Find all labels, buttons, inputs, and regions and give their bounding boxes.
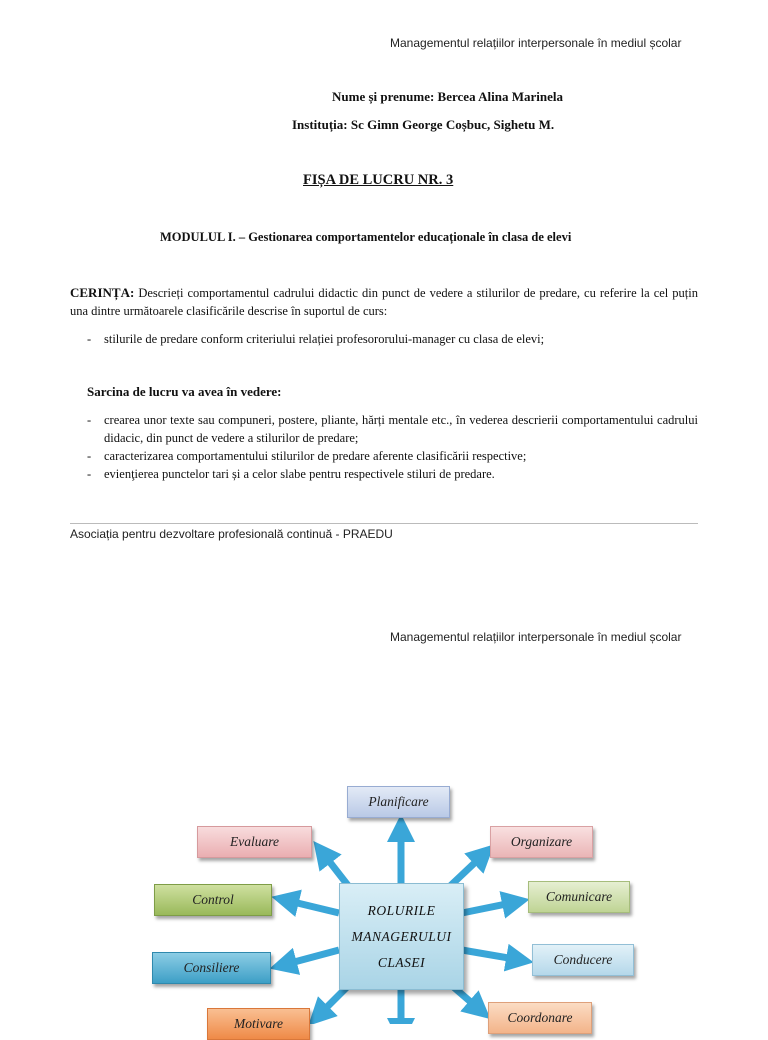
role-evaluare: Evaluare (197, 826, 312, 858)
roles-center-box (339, 883, 464, 990)
role-coordonare: Coordonare (488, 1002, 592, 1034)
arrow-to-consiliere (283, 950, 339, 965)
running-header: Managementul relațiilor interpersonale în mediul școlar (390, 36, 682, 50)
role-organizare: Organizare (490, 826, 593, 858)
role-consiliere: Consiliere (152, 952, 271, 984)
task-bullet-text: evienţierea punctelor tari și a celor slabe pentru respectivele stiluri de predare. (104, 467, 495, 481)
class-manager-roles-diagram (0, 770, 768, 1031)
center-line-3: CLASEI (377, 954, 426, 970)
worksheet-title: FIȘA DE LUCRU NR. 3 (303, 172, 454, 188)
task-bullet-text: caracterizarea comportamentului stilurilor de predare aferente clasificării respective; (104, 449, 527, 463)
role-conducere: Conducere (532, 944, 634, 976)
arrow-to-comunicare (462, 902, 516, 913)
center-line-2: MANAGERULUI (351, 928, 452, 944)
running-header-page-2: Managementul relațiilor interpersonale în mediul școlar (390, 630, 682, 644)
author-institution: Instituția: Sc Gimn George Coșbuc, Sighetu M. (292, 117, 555, 132)
requirement-bullet-text: stilurile de predare conform criteriului relației profesororului-manager cu clasa de elevi; (104, 332, 545, 346)
footer-divider (70, 523, 698, 524)
requirement-text: Descrieți comportamentul cadrului didactic din punct de vedere a stilurilor de predare, cu referire la cel puțin una dintre următoarele clasificările descrise în suportul de curs: (70, 286, 698, 318)
arrow-to-conducere (462, 950, 520, 960)
running-footer: Asociația pentru dezvoltare profesională continuă - PRAEDU (70, 527, 393, 541)
task-bullet-text: crearea unor texte sau compuneri, postere, pliante, hărți mentale etc., în vederea descrierii comportamentului cadrului didacic, din punct de vedere a stilurilor de predare; (104, 413, 698, 445)
role-motivare: Motivare (207, 1008, 310, 1040)
center-line-1: ROLURILE (367, 902, 436, 918)
requirement-label: CERINȚA: (70, 285, 135, 300)
role-comunicare: Comunicare (528, 881, 630, 913)
module-title: MODULUL I. – Gestionarea comportamentelor educaționale în clasa de elevi (160, 230, 572, 244)
task-title: Sarcina de lucru va avea în vedere: (87, 384, 282, 399)
role-control: Control (154, 884, 272, 916)
author-name: Nume și prenume: Bercea Alina Marinela (332, 89, 563, 104)
role-planificare: Planificare (347, 786, 450, 818)
requirement-paragraph (70, 284, 698, 320)
arrow-to-control (285, 900, 339, 913)
